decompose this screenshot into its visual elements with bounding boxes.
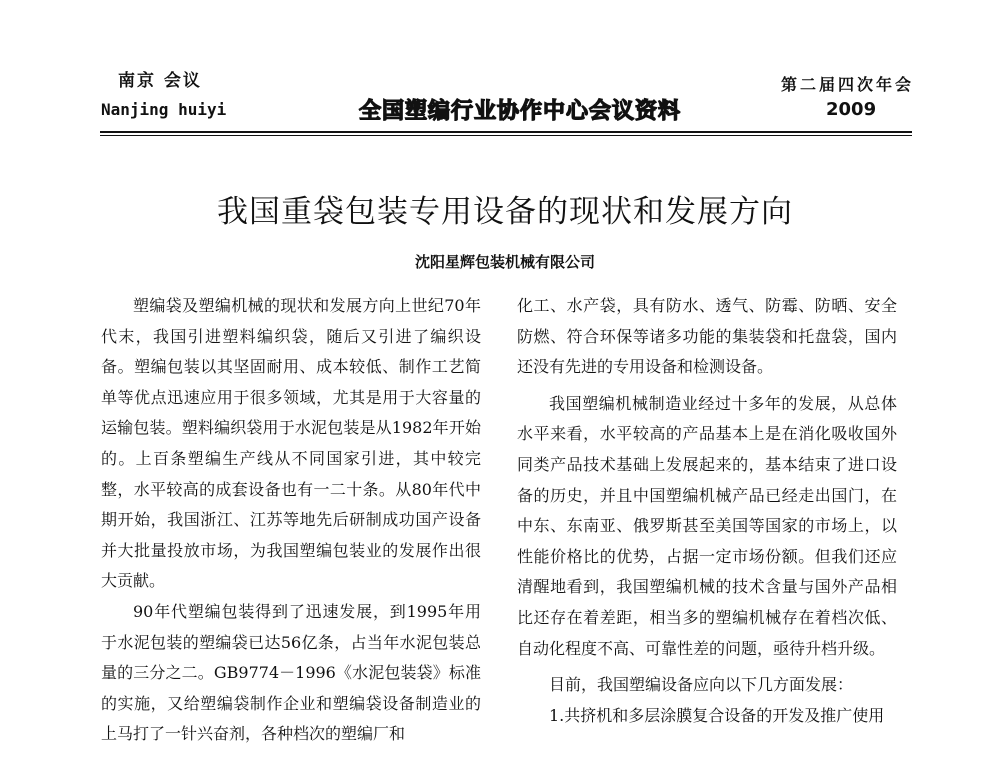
header-right-year: 2009 xyxy=(826,99,877,120)
paragraph: 目前，我国塑编设备应向以下几方面发展： xyxy=(549,675,854,695)
left-column xyxy=(101,291,481,750)
paragraph: 90年代塑编包装得到了迅速发展，到1995年用于水泥包装的塑编袋已达56亿条，占当年水泥包装总量的三分之二。GB9774－1996《水泥包装袋》标准的实施，又给塑编袋制作企业和塑编袋设备制造业的上马打了一针兴奋剂，各种档次的塑编厂和 xyxy=(101,601,481,744)
paragraph: 1.共挤机和多层涂膜复合设备的开发及推广使用 xyxy=(549,705,885,725)
header-rule xyxy=(100,131,912,136)
header-left-cn: 南京 会议 xyxy=(118,71,202,91)
header-left-en: Nanjing huiyi xyxy=(101,100,227,119)
paragraph: 化工、水产袋，具有防水、透气、防霉、防晒、安全防燃、符合环保等诸多功能的集装袋和托盘袋，国内还没有先进的专用设备和检测设备。 xyxy=(517,296,897,377)
header-center-title: 全国塑编行业协作中心会议资料 xyxy=(358,99,681,124)
paragraph: 我国塑编机械制造业经过十多年的发展，从总体水平来看，水平较高的产品基本上是在消化吸收国外同类产品技术基础上发展起来的，基本结束了进口设备的历史，并且中国塑编机械产品已经走出国门，在中东、东南亚、俄罗斯甚至美国等国家的市场上，以性能价格比的优势，占据一定市场份额。但我们还应清醒地看到，我国塑编机械的技术含量与国外产品相比还存在着差距，相当多的塑编机械存在着档次低、自动化程度不高、可靠性差的问题，亟待升档升级。 xyxy=(517,393,897,658)
header-right-cn: 第二届四次年会 xyxy=(780,75,914,94)
paragraph: 塑编袋及塑编机械的现状和发展方向上世纪70年代末，我国引进塑料编织袋，随后又引进了编织设备。塑编包装以其坚固耐用、成本较低、制作工艺简单等优点迅速应用于很多领域，尤其是用于大容量的运输包装。塑料编织袋用于水泥包装是从1982年开始的。上百条塑编生产线从不同国家引进，其中较完整，水平较高的成套设备也有一二十条。从80年代中期开始，我国浙江、江苏等地先后研制成功国产设备并大批量投放市场，为我国塑编包装业的发展作出很大贡献。 xyxy=(101,296,481,591)
article-title: 我国重袋包装专用设备的现状和发展方向 xyxy=(217,194,793,230)
article-author: 沈阳星辉包装机械有限公司 xyxy=(414,253,595,271)
right-column xyxy=(517,291,897,731)
